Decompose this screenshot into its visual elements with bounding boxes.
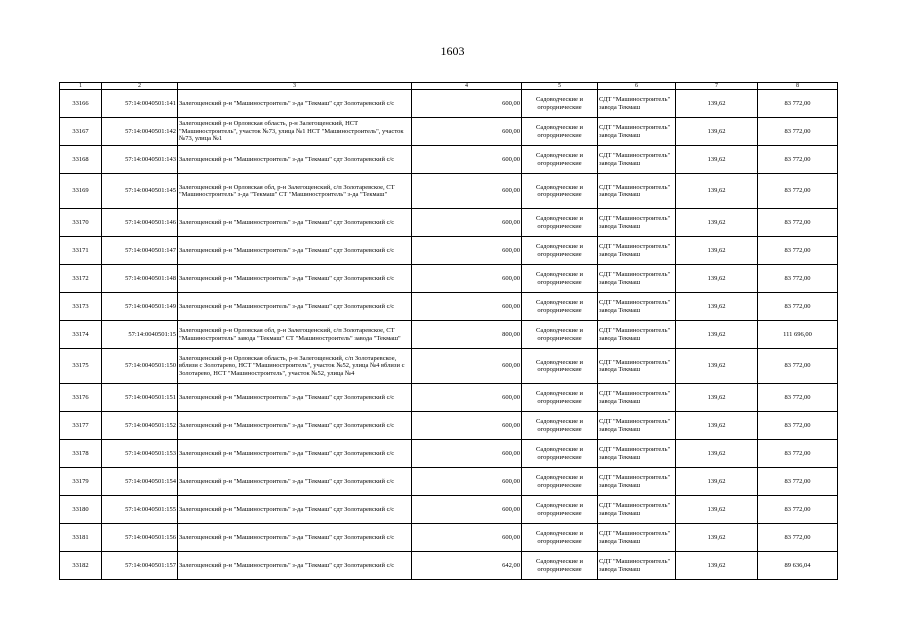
cadastral-value: 83 772,00 <box>758 440 838 468</box>
land-use: Садоводческие и огороднические <box>522 496 598 524</box>
address: Залегощенский р-н "Машиностроитель" з-да "Текмаш" сдт Золотаревский с/с <box>178 468 412 496</box>
area-value: 600,00 <box>412 412 522 440</box>
table-row <box>60 440 838 468</box>
column-number-row <box>60 83 838 90</box>
cadastral-group: СДТ "Машиностроитель" завода Текмаш <box>598 349 676 384</box>
land-use: Садоводческие и огороднические <box>522 237 598 265</box>
specific-value: 139,62 <box>676 440 758 468</box>
area-value: 600,00 <box>412 524 522 552</box>
area-value: 600,00 <box>412 174 522 209</box>
specific-value: 139,62 <box>676 384 758 412</box>
specific-value: 139,62 <box>676 237 758 265</box>
cadastral-value: 83 772,00 <box>758 265 838 293</box>
table-row <box>60 412 838 440</box>
area-value: 600,00 <box>412 293 522 321</box>
column-number: 8 <box>758 83 838 90</box>
area-value: 600,00 <box>412 468 522 496</box>
table-row <box>60 209 838 237</box>
cadastral-value: 89 636,04 <box>758 552 838 580</box>
address: Залегощенский р-н "Машиностроитель" з-да "Текмаш" сдт Золотаревский с/с <box>178 237 412 265</box>
row-number: 33177 <box>60 412 102 440</box>
land-use: Садоводческие и огороднические <box>522 265 598 293</box>
area-value: 600,00 <box>412 90 522 118</box>
cadastral-number: 57:14:0040501:151 <box>102 384 178 412</box>
area-value: 600,00 <box>412 146 522 174</box>
land-use: Садоводческие и огороднические <box>522 90 598 118</box>
specific-value: 139,62 <box>676 412 758 440</box>
row-number: 33168 <box>60 146 102 174</box>
address: Залегощенский р-н "Машиностроитель" з-да "Текмаш" сдт Золотаревский с/с <box>178 524 412 552</box>
land-use: Садоводческие и огороднические <box>522 524 598 552</box>
cadastral-value: 83 772,00 <box>758 209 838 237</box>
row-number: 33171 <box>60 237 102 265</box>
land-use: Садоводческие и огороднические <box>522 468 598 496</box>
area-value: 600,00 <box>412 384 522 412</box>
cadastral-value: 83 772,00 <box>758 293 838 321</box>
land-use: Садоводческие и огороднические <box>522 412 598 440</box>
row-number: 33172 <box>60 265 102 293</box>
specific-value: 139,62 <box>676 146 758 174</box>
row-number: 33173 <box>60 293 102 321</box>
row-number: 33175 <box>60 349 102 384</box>
column-number: 1 <box>60 83 102 90</box>
land-use: Садоводческие и огороднические <box>522 293 598 321</box>
cadastral-value: 111 696,00 <box>758 321 838 349</box>
specific-value: 139,62 <box>676 468 758 496</box>
cadastral-value: 83 772,00 <box>758 237 838 265</box>
cadastral-group: СДТ "Машиностроитель" завода Текмаш <box>598 146 676 174</box>
land-use: Садоводческие и огороднические <box>522 349 598 384</box>
row-number: 33170 <box>60 209 102 237</box>
specific-value: 139,62 <box>676 552 758 580</box>
cadastral-number: 57:14:0040501:143 <box>102 146 178 174</box>
address: Залегощенский р-н Орловская область, р-н Залегощенский, НСТ "Машиностроитель", участок №73, улица №1 НСТ "Машиностроитель", участок №73, улица №1 <box>178 118 412 146</box>
address: Залегощенский р-н "Машиностроитель" з-да "Текмаш" сдт Золотаревский с/с <box>178 209 412 237</box>
table-row <box>60 265 838 293</box>
area-value: 600,00 <box>412 349 522 384</box>
address: Залегощенский р-н Орловская обл, р-н Залегощенский, с/п Золотаревское, СТ "Машиностроитель" завода "Текмаш" СТ "Машиностроитель" завода "Текмаш" <box>178 321 412 349</box>
cadastral-group: СДТ "Машиностроитель" завода Текмаш <box>598 468 676 496</box>
cadastral-group: СДТ "Машиностроитель" завода Текмаш <box>598 90 676 118</box>
row-number: 33180 <box>60 496 102 524</box>
page-number: 1603 <box>440 44 465 58</box>
address: Залегощенский р-н "Машиностроитель" з-да "Текмаш" сдт Золотаревский с/с <box>178 496 412 524</box>
specific-value: 139,62 <box>676 321 758 349</box>
cadastral-value: 83 772,00 <box>758 90 838 118</box>
cadastral-value: 83 772,00 <box>758 412 838 440</box>
land-use: Садоводческие и огороднические <box>522 118 598 146</box>
row-number: 33174 <box>60 321 102 349</box>
land-use: Садоводческие и огороднические <box>522 552 598 580</box>
cadastral-number: 57:14:0040501:150 <box>102 349 178 384</box>
address: Залегощенский р-н "Машиностроитель" з-да "Текмаш" сдт Золотаревский с/с <box>178 293 412 321</box>
cadastral-number: 57:14:0040501:146 <box>102 209 178 237</box>
address: Залегощенский р-н "Машиностроитель" з-да "Текмаш" сдт Золотаревский с/с <box>178 440 412 468</box>
row-number: 33166 <box>60 90 102 118</box>
address: Залегощенский р-н "Машиностроитель" з-да "Текмаш" сдт Золотаревский с/с <box>178 146 412 174</box>
specific-value: 139,62 <box>676 496 758 524</box>
cadastral-group: СДТ "Машиностроитель" завода Текмаш <box>598 384 676 412</box>
cadastral-number: 57:14:0040501:153 <box>102 440 178 468</box>
area-value: 600,00 <box>412 440 522 468</box>
specific-value: 139,62 <box>676 265 758 293</box>
table-row <box>60 349 838 384</box>
area-value: 600,00 <box>412 265 522 293</box>
specific-value: 139,62 <box>676 174 758 209</box>
specific-value: 139,62 <box>676 349 758 384</box>
cadastral-group: СДТ "Машиностроитель" завода Текмаш <box>598 440 676 468</box>
cadastral-value: 83 772,00 <box>758 174 838 209</box>
specific-value: 139,62 <box>676 90 758 118</box>
cadastral-number: 57:14:0040501:149 <box>102 293 178 321</box>
area-value: 600,00 <box>412 118 522 146</box>
cadastral-value: 83 772,00 <box>758 468 838 496</box>
table-row <box>60 321 838 349</box>
cadastral-value: 83 772,00 <box>758 384 838 412</box>
address: Залегощенский р-н "Машиностроитель" з-да "Текмаш" сдт Золотаревский с/с <box>178 412 412 440</box>
row-number: 33169 <box>60 174 102 209</box>
area-value: 600,00 <box>412 209 522 237</box>
cadastral-number: 57:14:0040501:154 <box>102 468 178 496</box>
cadastral-number: 57:14:0040501:155 <box>102 496 178 524</box>
address: Залегощенский р-н Орловская область, р-н Залегощенский, с/п Золотаревское, вблизи с Золотарево, НСТ "Машиностроитель", участок №52, улица №4 вблизи с Золотарево, НСТ "Машиностроитель", участок №52, улица №4 <box>178 349 412 384</box>
column-number: 2 <box>102 83 178 90</box>
land-use: Садоводческие и огороднические <box>522 384 598 412</box>
cadastral-group: СДТ "Машиностроитель" завода Текмаш <box>598 293 676 321</box>
cadastral-value: 83 772,00 <box>758 118 838 146</box>
table-row <box>60 552 838 580</box>
table-row <box>60 293 838 321</box>
cadastral-group: СДТ "Машиностроитель" завода Текмаш <box>598 265 676 293</box>
cadastral-group: СДТ "Машиностроитель" завода Текмаш <box>598 321 676 349</box>
specific-value: 139,62 <box>676 524 758 552</box>
cadastral-group: СДТ "Машиностроитель" завода Текмаш <box>598 524 676 552</box>
cadastral-number: 57:14:0040501:147 <box>102 237 178 265</box>
address: Залегощенский р-н "Машиностроитель" з-да "Текмаш" сдт Золотаревский с/с <box>178 265 412 293</box>
land-use: Садоводческие и огороднические <box>522 146 598 174</box>
table-row <box>60 468 838 496</box>
cadastral-group: СДТ "Машиностроитель" завода Текмаш <box>598 174 676 209</box>
cadastral-group: СДТ "Машиностроитель" завода Текмаш <box>598 496 676 524</box>
area-value: 642,00 <box>412 552 522 580</box>
cadastral-table <box>59 82 838 580</box>
table-row <box>60 90 838 118</box>
cadastral-group: СДТ "Машиностроитель" завода Текмаш <box>598 118 676 146</box>
table-row <box>60 237 838 265</box>
row-number: 33181 <box>60 524 102 552</box>
row-number: 33182 <box>60 552 102 580</box>
row-number: 33167 <box>60 118 102 146</box>
land-use: Садоводческие и огороднические <box>522 209 598 237</box>
column-number: 3 <box>178 83 412 90</box>
table-row <box>60 146 838 174</box>
specific-value: 139,62 <box>676 118 758 146</box>
column-number: 7 <box>676 83 758 90</box>
cadastral-number: 57:14:0040501:145 <box>102 174 178 209</box>
area-value: 600,00 <box>412 237 522 265</box>
cadastral-number: 57:14:0040501:148 <box>102 265 178 293</box>
row-number: 33176 <box>60 384 102 412</box>
address: Залегощенский р-н Орловская обл, р-н Залегощенский, с/п Золотаревское, СТ "Машиностроитель" з-да "Текмаш" СТ "Машиностроитель" з-да "Текмаш" <box>178 174 412 209</box>
cadastral-number: 57:14:0040501:15 <box>102 321 178 349</box>
cadastral-number: 57:14:0040501:142 <box>102 118 178 146</box>
table-row <box>60 384 838 412</box>
cadastral-number: 57:14:0040501:152 <box>102 412 178 440</box>
cadastral-value: 83 772,00 <box>758 349 838 384</box>
cadastral-group: СДТ "Машиностроитель" завода Текмаш <box>598 412 676 440</box>
table-row <box>60 174 838 209</box>
area-value: 600,00 <box>412 496 522 524</box>
column-number: 4 <box>412 83 522 90</box>
land-use: Садоводческие и огороднические <box>522 321 598 349</box>
address: Залегощенский р-н "Машиностроитель" з-да "Текмаш" сдт Золотаревский с/с <box>178 384 412 412</box>
column-number: 6 <box>598 83 676 90</box>
cadastral-value: 83 772,00 <box>758 524 838 552</box>
table-row <box>60 118 838 146</box>
row-number: 33179 <box>60 468 102 496</box>
cadastral-value: 83 772,00 <box>758 496 838 524</box>
row-number: 33178 <box>60 440 102 468</box>
area-value: 800,00 <box>412 321 522 349</box>
table-row <box>60 524 838 552</box>
cadastral-number: 57:14:0040501:157 <box>102 552 178 580</box>
cadastral-number: 57:14:0040501:141 <box>102 90 178 118</box>
cadastral-group: СДТ "Машиностроитель" завода Текмаш <box>598 209 676 237</box>
cadastral-group: СДТ "Машиностроитель" завода Текмаш <box>598 237 676 265</box>
address: Залегощенский р-н "Машиностроитель" з-да "Текмаш" сдт Золотаревский с/с <box>178 552 412 580</box>
cadastral-group: СДТ "Машиностроитель" завода Текмаш <box>598 552 676 580</box>
column-number: 5 <box>522 83 598 90</box>
specific-value: 139,62 <box>676 209 758 237</box>
address: Залегощенский р-н "Машиностроитель" з-да "Текмаш" сдт Золотаревский с/с <box>178 90 412 118</box>
specific-value: 139,62 <box>676 293 758 321</box>
land-use: Садоводческие и огороднические <box>522 440 598 468</box>
cadastral-number: 57:14:0040501:156 <box>102 524 178 552</box>
table-row <box>60 496 838 524</box>
land-use: Садоводческие и огороднические <box>522 174 598 209</box>
cadastral-value: 83 772,00 <box>758 146 838 174</box>
